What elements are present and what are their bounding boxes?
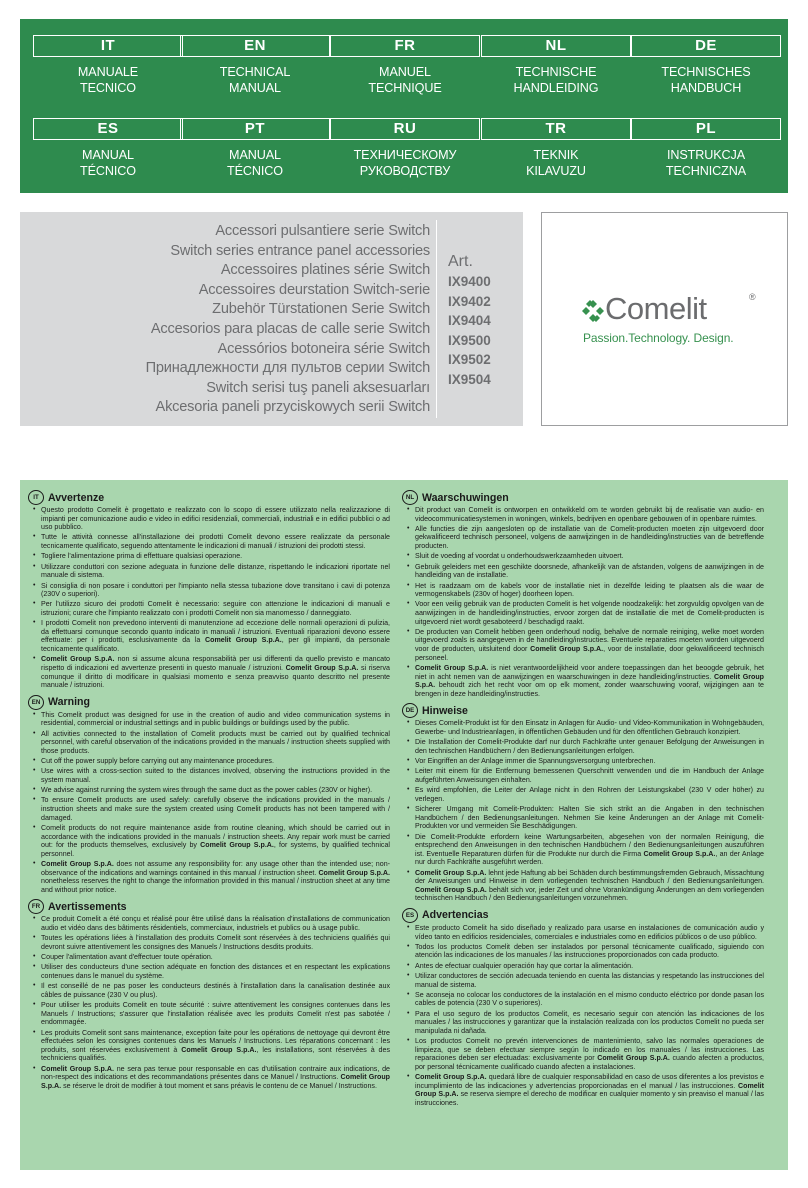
brand-tagline: Passion.Technology. Design.	[583, 331, 734, 345]
warning-text: To ensure Comelit products are used safely: carefully observe the indications provided in the manuals / instruction sheets and make sure the system created using Comelit products has not been tampered with / damaged.	[41, 796, 390, 822]
warning-text: Pour utiliser les produits Comelit en toute sécurité : suivre attentivement les consignes contenues dans les Manuels / Instructions; s'assurer que l'installation réalisée avec les produits Comelit n'est pas sabotée / endommagée.	[41, 1001, 390, 1027]
manual-title: MANUALE TECNICO	[77, 65, 139, 95]
warning-text: Dieses Comelit-Produkt ist für den Einsatz in Anlagen für Audio- und Video-Kommunikation in Wohngebäuden, Gewerbe- und Industrieanlagen, in öffentlichen Gebäuden und für den öffentlichen Gebrauch konzipiert.	[415, 719, 764, 736]
warning-list	[402, 506, 764, 698]
warning-text: Voor een veilig gebruik van de producten Comelit is het volgende noodzakelijk: het zorgvuldig opvolgen van de aanwijzingen in de handleiding/instructies, ervoor zorgen dat de installatie die met de Comelit-producten is uitgevoerd niet wordt gesaboteerd / beschadigd raakt.	[415, 600, 764, 626]
warning-text: , an der Anlage nur durch Fachkräfte ausgeführt werden.	[415, 849, 764, 867]
warning-text: , les installations, sont réservées à des techniciens qualifiés.	[41, 1045, 390, 1063]
manual-title: TEKNIK KILAVUZU	[526, 148, 586, 178]
warning-text: Los productos Comelit no prevén intervenciones de mantenimiento, salvo las normales operaciones de limpieza, que se deben efectuar siempre según lo indicado en los manuales / las instrucciones. Las reparaciones deben ser efectuadas: exclusivamente por	[415, 1037, 764, 1063]
article-number: IX9504	[448, 371, 491, 387]
warning-text: Gebruik geleiders met een geschikte doorsnede, afhankelijk van de afstanden, volgens de aanwijzingen in de handleiding van de installatie.	[415, 562, 764, 580]
language-tile-pt	[180, 118, 330, 179]
product-title: Accessoires platines série Switch	[220, 262, 430, 279]
language-tile-ru	[330, 118, 480, 179]
warning-item	[41, 655, 390, 689]
warning-text: si riserva comunque il diritto di modificare in qualsiasi momento e senza preavviso quanto descritto nel presente manuale / istruzioni.	[41, 663, 390, 690]
warning-text: behoudt zich het recht voor om op elk moment, zonder waarschuwing vooraf, wijzigingen aan te brengen in deze handleiding/instructies.	[415, 681, 764, 698]
manual-title: INSTRUKCJA TECHNICZNA	[665, 148, 747, 178]
product-title: Acessórios botoneira série Switch	[217, 340, 430, 357]
section-title: Advertencias	[422, 909, 489, 922]
warning-item	[41, 552, 390, 561]
warning-text: non si assume alcuna responsabilità per usi differenti da quello previsto e mancato rispetto di indicazioni ed avvertenze presenti in questo manuale / istruzioni.	[41, 655, 390, 672]
language-code: PT	[180, 118, 330, 140]
section-title: Avertissements	[48, 900, 127, 913]
manual-title: TECHNISCHES HANDBUCH	[661, 65, 751, 95]
warning-item	[415, 628, 764, 662]
section-header	[28, 899, 390, 914]
warning-item	[415, 525, 764, 551]
company-name: Comelit Group S.p.A.	[41, 655, 115, 664]
warning-text: cuando afecten a productos, por personal técnicamente cualificado cuando afecten a instalaciones.	[415, 1054, 764, 1071]
warning-item	[415, 805, 764, 831]
language-tile-it	[33, 35, 183, 96]
warning-item	[41, 600, 390, 617]
warning-text: Si consiglia di non posare i conduttori per l'impianto nella stessa tubazione dove transitano i cavi di potenza (230V o superiori).	[41, 581, 390, 599]
language-tile-fr	[330, 35, 480, 96]
section-header	[28, 490, 390, 505]
warning-text: Per l'utilizzo sicuro dei prodotti Comelit è necessario: seguire con attenzione le indicazioni di manuali e istruzioni; curare che l'impianto realizzato con i prodotti Comelit non sia manomesso / danneggiato.	[41, 600, 390, 617]
section-title: Avvertenze	[48, 491, 105, 504]
warning-text: lehnt jede Haftung ab bei Schäden durch bestimmungsfremden Gebrauch, Missachtung der Anweisungen und Hinweise in dem vorliegenden technischen Handbuch / den Bedienungsanleitungen.	[415, 868, 764, 886]
company-name: Comelit Group S.p.A.	[200, 841, 274, 850]
brand-name: Comelit	[605, 291, 707, 326]
section-title: Hinweise	[422, 704, 468, 717]
warning-text: Se aconseja no colocar los conductores de la instalación en el mismo conducto eléctrico por donde pasan los cables de potencia (230 V o superiores).	[415, 990, 764, 1008]
warning-item	[41, 1029, 390, 1063]
warning-text: We advise against running the system wires through the same duct as the power cables (230V or higher).	[41, 786, 373, 795]
manual-title: TECHNISCHE HANDLEIDING	[513, 65, 599, 95]
product-title: Принадлежности для пультов серии Switch	[145, 360, 430, 377]
warning-item	[415, 664, 764, 698]
warning-text: Het is raadzaam om de kabels voor de installatie niet in dezelfde leiding te plaatsen als die waar de vermogenskabels (230v of hoger) doorheen lopen.	[415, 581, 764, 599]
language-code: ES	[33, 118, 183, 140]
warning-item	[41, 563, 390, 580]
company-name: Comelit Group S.p.A.	[41, 1064, 114, 1073]
company-name: Comelit Group S.p.A.	[415, 1073, 487, 1082]
warning-item	[41, 824, 390, 858]
warning-item	[415, 869, 764, 903]
warning-text: Utilizar conductores de sección adecuada teniendo en cuenta las distancias y respetando las instrucciones del manual de sistema.	[415, 972, 764, 989]
warning-item	[415, 1037, 764, 1071]
warning-text: ne sera pas tenue pour responsable en cas d'utilisation contraire aux indications, de non-respect des indications et des recommandations présentes dans ce Manuel / Instructions.	[41, 1064, 390, 1082]
article-number: IX9402	[448, 293, 491, 309]
language-code: IT	[33, 35, 183, 57]
warning-item	[41, 506, 390, 532]
warning-item	[41, 1001, 390, 1027]
warning-item	[41, 533, 390, 550]
warning-item	[41, 915, 390, 932]
company-name: Comelit Group S.p.A.	[597, 1054, 670, 1063]
warning-item	[41, 1065, 390, 1091]
company-name: Comelit Group S.p.A.	[415, 672, 764, 690]
warning-item	[41, 730, 390, 756]
warning-text: Utiliser des conducteurs d'une section adéquate en fonction des distances et en respectant les explications contenues dans le manuel du système.	[41, 963, 390, 980]
warning-text: Dit product van Comelit is ontworpen en ontwikkeld om te worden gebruikt bij de realisatie van audio- en videocommunicatiesystemen in woningen, winkels, bedrijven en openbare gebouwen of in openbare ruimtes.	[415, 506, 764, 523]
warning-text: Antes de efectuar cualquier operación hay que cortar la alimentación.	[415, 961, 634, 970]
warning-text: Toutes les opérations liées à l'installation des produits Comelit sont réservées à des techniciens qualifiés qui devront suivre attentivement les consignes des Manuels / Instructions desdits produits.	[41, 934, 390, 951]
warning-item	[415, 1073, 764, 1107]
warning-item	[415, 552, 764, 561]
language-badge: NL	[402, 490, 418, 505]
product-title-block	[20, 212, 523, 426]
warning-text: All activities connected to the installation of Comelit products must be carried out by qualified technical personnel, with careful observation of the indications provided in the manuals / instruction sheets supplied with those products.	[41, 729, 390, 755]
product-title: Switch series entrance panel accessories	[170, 242, 430, 259]
language-badge: EN	[28, 695, 44, 710]
warning-item	[41, 757, 390, 766]
language-code: TR	[481, 118, 631, 140]
language-tile-en	[180, 35, 330, 96]
warning-section-nl	[402, 490, 764, 698]
warning-item	[41, 711, 390, 728]
warning-text: , for systems, by qualified technical personnel.	[41, 841, 390, 858]
warning-item	[415, 563, 764, 580]
warning-text: Il est conseillé de ne pas poser les conducteurs destinés à l'installation dans la canalisation destinée aux câbles de puissance (230 V ou plus).	[41, 982, 390, 999]
warning-text: se réserve le droit de modifier à tout moment et sans préavis le contenu de ce Manuel / Instructions.	[61, 1081, 377, 1090]
language-tile-nl	[481, 35, 631, 96]
warning-item	[415, 786, 764, 803]
warnings-column-left	[28, 490, 390, 1095]
article-number: IX9400	[448, 274, 491, 289]
language-banner	[20, 19, 788, 193]
warning-item	[415, 582, 764, 599]
company-name: Comelit Group S.p.A.	[415, 868, 487, 877]
warning-text: Questo prodotto Comelit è progettato e realizzato con lo scopo di essere utilizzato nella realizzazione di impianti per comunicazione audio e video in edifici residenziali, commerciali, industriali e in edifici pubblici o ad uso pubblico.	[41, 506, 390, 532]
warning-item	[41, 934, 390, 951]
warning-text: Cut off the power supply before carrying out any maintenance procedures.	[41, 757, 274, 766]
company-name: Comelit Group S.p.A.	[285, 663, 359, 672]
section-header	[28, 695, 390, 710]
product-title: Switch serisi tuş paneli aksesuarları	[206, 379, 430, 396]
warning-item	[415, 600, 764, 626]
warning-item	[415, 767, 764, 784]
company-name: Comelit Group S.p.A.	[41, 1073, 390, 1090]
article-number: IX9502	[448, 352, 491, 368]
warning-section-fr	[28, 899, 390, 1090]
language-badge: IT	[28, 490, 44, 505]
warning-text: behält sich vor, jeder Zeit und ohne Vorankündigung Änderungen an dem vorliegenden technischen Handbuch / den Bedienungsanleitungen vorzunehmen.	[415, 885, 764, 903]
company-name: Comelit Group S.p.A.	[530, 645, 604, 654]
section-header	[402, 908, 764, 923]
warning-item	[415, 962, 764, 971]
warning-text: This Comelit product was designed for use in the creation of audio and video communication systems in residential, commercial or industrial settings and in public buildings or buildings used by the public.	[41, 710, 390, 728]
warning-section-de	[402, 703, 764, 903]
warning-item	[41, 963, 390, 980]
warning-text: Utilizzare conduttori con sezione adeguata in funzione delle distanze, rispettando le indicazioni riportate nel manuale di sistema.	[41, 562, 390, 580]
warning-text: Couper l'alimentation avant d'effectuer toute opération.	[41, 953, 213, 962]
warning-text: Todos los productos Comelit deben ser instalados por personal técnicamente cualificado, siguiendo con atención las indicaciones de los manuales / las instrucciones proporcionados con cada producto.	[415, 942, 764, 960]
manual-title: MANUAL TÉCNICO	[80, 148, 136, 178]
warning-text: Sluit de voeding af voordat u onderhoudswerkzaamheden uitvoert.	[415, 552, 624, 561]
warning-item	[41, 767, 390, 784]
title-divider	[436, 220, 437, 418]
company-name: Comelit Group S.p.A.	[643, 849, 716, 858]
warning-text: Die Comelit-Produkte erfordern keine Wartungsarbeiten, abgesehen von der normalen Reinigung, die entsprechend den Anweisungen in den technischen Handbüchern / den Bedienungsanleitungen auszuführen ist. Eventuelle Reparaturen dürfen für die Produkte nur durch die Firma	[415, 832, 764, 858]
language-tile-pl	[631, 118, 781, 179]
language-code: NL	[481, 35, 631, 57]
product-title-list	[146, 222, 430, 418]
warning-item	[415, 757, 764, 766]
warning-list	[402, 924, 764, 1108]
warning-text: Die Installation der Comelit-Produkte darf nur durch Fachkräfte unter genauer Befolgung der Anweisungen in den technischen Handbüchern / den Bedienungsanleitungen erfolgen.	[415, 738, 764, 755]
warning-text: Comelit products do not require maintenance aside from routine cleaning, which should be carried out in accordance with the indications provided in the manuals / instruction sheets. Any repair work must be carried out: for the products themselves, exclusively by	[41, 823, 390, 850]
language-code: DE	[631, 35, 781, 57]
warning-text: Es wird empfohlen, die Leiter der Anlage nicht in den Rohren der Leistungskabel (230 V oder höher) zu verlegen.	[415, 786, 764, 803]
warning-text: , per gli impianti, da personale tecnicamente qualificato.	[41, 636, 390, 654]
warning-list	[402, 719, 764, 903]
warning-item	[415, 506, 764, 523]
warning-text: Ce produit Comelit a été conçu et réalisé pour être utilisé dans la réalisation d'installations de communication audio et vidéo dans des bâtiments résidentiels, commerciaux, industriels et publics ou à usage public.	[41, 915, 390, 932]
warning-text: Use wires with a cross-section suited to the distances involved, observing the instructions provided in the system manual.	[41, 767, 390, 784]
warning-section-it	[28, 490, 390, 690]
warning-item	[41, 860, 390, 894]
warning-text: se reserva siempre el derecho de modificar en cualquier momento y sin preaviso el manual / las instrucciones.	[415, 1090, 764, 1108]
section-header	[402, 703, 764, 718]
warning-text: Togliere l'alimentazione prima di effettuare qualsiasi operazione.	[41, 552, 243, 561]
warning-text: De producten van Comelit hebben geen onderhoud nodig, behalve de normale reiniging, welke moet worden uitgevoerd zoals is aangegeven in de handleiding/instructies. Eventuele reparaties moeten worden uitgevoerd voor de producten, uitsluitend door	[415, 627, 764, 654]
warning-text: Tutte le attività connesse all'installazione dei prodotti Comelit devono essere realizzate da personale tecnicamente qualificato, seguendo attentamente le indicazioni di manuali / istruzioni dei prodotti stessi.	[41, 533, 390, 551]
warning-text: Leiter mit einem für die Entfernung bemessenen Querschnitt verwenden und die im Handbuch der Anlage aufgeführten Anweisungen einhalten.	[415, 767, 764, 784]
manual-title: MANUEL TECHNIQUE	[368, 65, 442, 95]
warning-text: Este producto Comelit ha sido diseñado y realizado para usarse en instalaciones de comunicación audio y vídeo tanto en edificios residenciales, comerciales e industriales como en edificios públicos o de uso público.	[415, 923, 764, 941]
article-number: IX9500	[448, 332, 491, 348]
language-tile-tr	[481, 118, 631, 179]
registered-mark: ®	[749, 292, 756, 302]
article-number: IX9404	[448, 313, 491, 329]
company-name: Comelit Group S.p.A.	[415, 1081, 764, 1099]
comelit-cross-logo-icon	[582, 300, 604, 322]
product-title: Accessori pulsantiere serie Switch	[215, 223, 430, 239]
warning-text: Les produits Comelit sont sans maintenance, exception faite pour les opérations de nettoyage qui devront être effectuées selon les consignes contenues dans les Manuels / Instructions. Les réparations concernant : les produits, sont réservées exclusivement à	[41, 1028, 390, 1054]
brand-logo-box	[541, 212, 788, 426]
warning-list	[28, 915, 390, 1090]
warning-item	[415, 924, 764, 941]
warning-item	[415, 972, 764, 989]
warning-text: nonetheless reserves the right to change the information provided in this manual / instruction sheet at any time and without prior notice.	[41, 877, 390, 894]
warning-item	[415, 738, 764, 755]
language-badge: DE	[402, 703, 418, 718]
warning-item	[415, 719, 764, 736]
product-title: Accesorios para placas de calle serie Switch	[150, 320, 430, 337]
company-name: Comelit Group S.p.A.	[318, 868, 390, 877]
manual-title: MANUAL TÉCNICO	[227, 148, 283, 178]
warning-item	[41, 582, 390, 599]
warning-item	[41, 982, 390, 999]
section-title: Waarschuwingen	[422, 491, 509, 504]
warning-item	[41, 796, 390, 822]
language-code: FR	[330, 35, 480, 57]
warning-text: Alle functies die zijn aangesloten op de installatie van de Comelit-producten moeten zijn uitgevoerd door gekwalificeerd technisch personeel, volgens de aanwijzingen in de handleiding/instructies van de betreffende producten.	[415, 524, 764, 551]
warning-text: Para el uso seguro de los productos Comelit, es necesario seguir con atención las indicaciones de los manuales / las instrucciones y garantizar que la instalación realizada con los productos Comelit no pueda ser manipulada ni dañada.	[415, 1009, 764, 1035]
warning-text: , voor de installatie, door gekwalificeerd technisch personeel.	[415, 645, 764, 662]
language-code: PL	[631, 118, 781, 140]
section-header	[402, 490, 764, 505]
product-title: Accessoires deurstation Switch-serie	[198, 281, 430, 298]
warning-list	[28, 711, 390, 895]
warning-item	[415, 833, 764, 867]
warning-text: is niet verantwoordelijkheid voor andere toepassingen dan het beoogde gebruik, het niet in acht nemen van de aanwijzingen en waarschuwingen in deze handleiding/instructies.	[415, 663, 764, 681]
product-title: Zubehör Türstationen Serie Switch	[212, 301, 430, 318]
warning-text: Sicherer Umgang mit Comelit-Produkten: Halten Sie sich strikt an die Angaben in den technischen Handbüchern / den Bedienungsanleitungen. Nehmen Sie keine Änderungen an der Anlage mit Comelit-Produkten vor und vermeiden Sie Beschädigungen.	[415, 805, 764, 831]
warning-section-en	[28, 695, 390, 895]
article-label: Art.	[448, 253, 473, 270]
company-name: Comelit Group S.p.A.	[415, 885, 487, 894]
warning-item	[415, 943, 764, 960]
product-title: Akcesoria paneli przyciskowych serii Switch	[155, 399, 430, 416]
warning-text: does not assume any responsibility for: any usage other than the intended use; non-observance of the indications and warnings contained in this manual / instruction sheet.	[41, 860, 390, 877]
company-name: Comelit Group S.p.A.	[41, 860, 114, 868]
warnings-column-right	[402, 490, 764, 1113]
warning-item	[41, 619, 390, 653]
warning-text: quedará libre de cualquier responsabilidad en caso de usos diferentes a los previstos e incumplimiento de las indicaciones y advertencias proporcionadas en el manual / las instrucciones.	[415, 1073, 764, 1090]
company-name: Comelit Group S.p.A.	[181, 1045, 257, 1054]
language-code: RU	[330, 118, 480, 140]
manual-title: ТЕХНИЧЕСКОМУ РУКОВОДСТВУ	[353, 148, 457, 178]
language-tile-es	[33, 118, 183, 179]
section-title: Warning	[48, 696, 90, 709]
warning-list	[28, 506, 390, 690]
language-tile-de	[631, 35, 781, 96]
warning-item	[415, 991, 764, 1008]
warning-item	[41, 786, 390, 795]
warning-item	[415, 1010, 764, 1036]
manual-title: TECHNICAL MANUAL	[219, 65, 291, 95]
language-badge: ES	[402, 908, 418, 923]
warning-item	[41, 953, 390, 962]
warning-text: Vor Eingriffen an der Anlage immer die Spannungsversorgung unterbrechen.	[415, 757, 656, 766]
article-list	[448, 252, 491, 390]
warnings-panel	[20, 480, 788, 1170]
warning-section-es	[402, 908, 764, 1108]
warning-text: I prodotti Comelit non prevedono interventi di manutenzione ad eccezione delle normali operazioni di pulizia, da effettuarsi comunque secondo quanto indicato in manuali / istruzioni. Eventuali riparazioni devono essere effettuate: per i prodotti, esclusivamente da la	[41, 619, 390, 645]
language-code: EN	[180, 35, 330, 57]
company-name: Comelit Group S.p.A.	[205, 636, 282, 645]
company-name: Comelit Group S.p.A.	[415, 663, 489, 672]
language-badge: FR	[28, 899, 44, 914]
